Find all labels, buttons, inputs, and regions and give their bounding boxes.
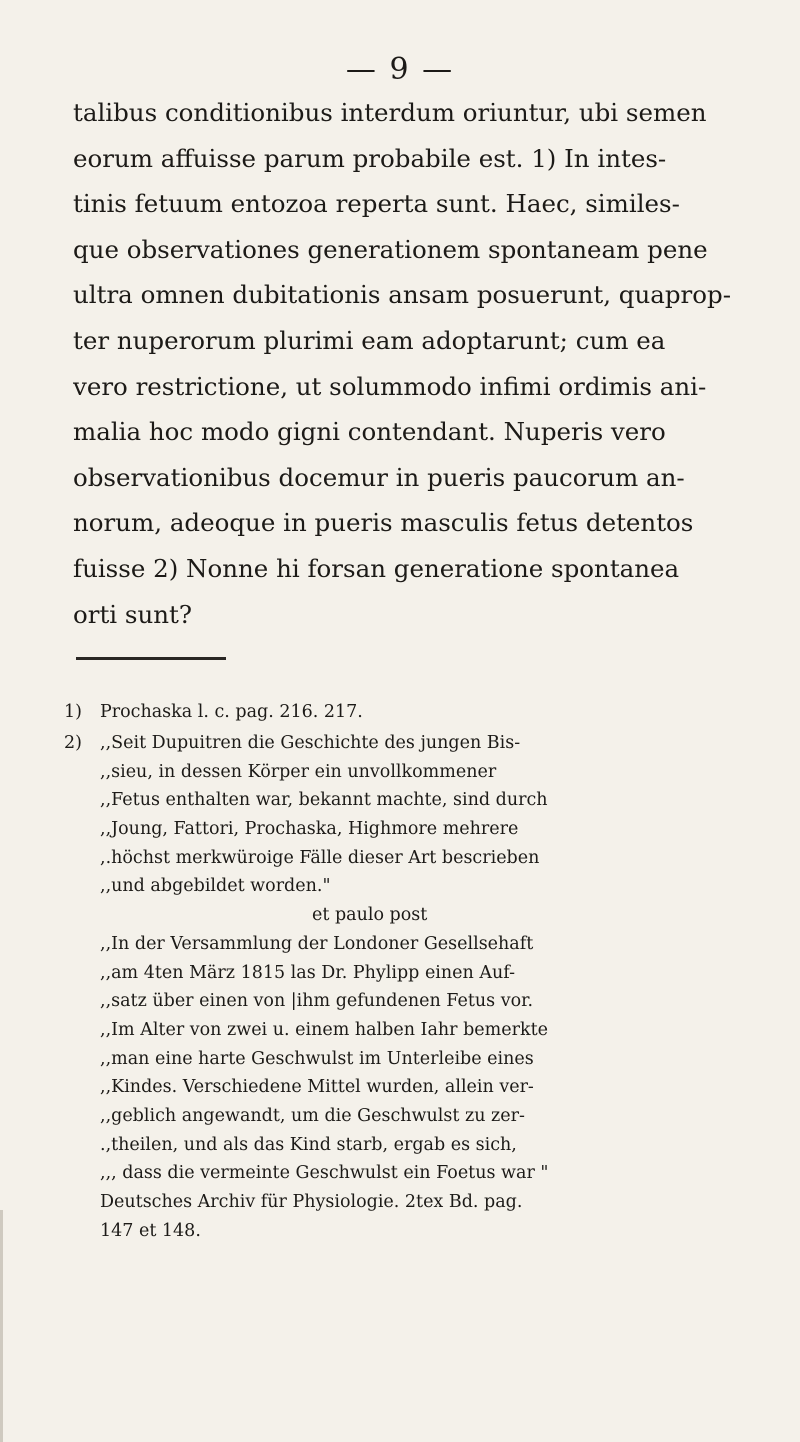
page-edge-shadow xyxy=(0,1210,3,1442)
footnote-line: ,,Kindes. Verschiedene Mittel wurden, allein ver- xyxy=(100,1077,534,1098)
footnote-line: ,,am 4ten März 1815 las Dr. Phylipp einen Auf- xyxy=(100,962,516,983)
footnote-citation: Deutsches Archiv für Physiologie. 2tex Bd. pag. xyxy=(100,1192,523,1212)
text-line: vero restrictione, ut solummodo infimi ordimis ani- xyxy=(73,371,707,401)
footnote-line: ,,, dass die vermeinte Geschwulst ein Foetus war " xyxy=(100,1163,549,1184)
footnote-1 xyxy=(64,698,784,727)
footnote-line: ,.höchst merkwüroige Fälle dieser Art bescrieben xyxy=(100,847,540,868)
text-line: que observationes generationem spontaneam pene xyxy=(73,234,708,264)
footnote-separator xyxy=(76,657,226,660)
footnote-line: ,,In der Versammlung der Londoner Gesellsehaft xyxy=(100,933,534,954)
text-line: observationibus docemur in pueris paucorum an- xyxy=(73,462,685,492)
main-text xyxy=(73,90,763,637)
text-line: tinis fetuum entozoa reperta sunt. Haec, similes- xyxy=(73,189,680,219)
footnote-2 xyxy=(64,729,784,1245)
text-line: ter nuperorum plurimi eam adoptarunt; cum ea xyxy=(73,325,666,355)
footnote-line: ,,Joung, Fattori, Prochaska, Highmore mehrere xyxy=(100,819,519,840)
footnote-line: ,,satz über einen von |ihm gefundenen Fetus vor. xyxy=(100,991,534,1012)
footnote-citation: 147 et 148. xyxy=(100,1220,201,1241)
footnote-line: ,,sieu, in dessen Körper ein unvollkommener xyxy=(100,761,497,782)
text-line: ultra omnen dubitationis ansam posuerunt, quaprop- xyxy=(73,280,731,310)
footnote-line: ,,Seit Dupuitren die Geschichte des jungen Bis- xyxy=(100,733,521,753)
text-line: talibus conditionibus interdum oriuntur, ubi semen xyxy=(73,98,707,127)
footnote-line: ,,geblich angewandt, um die Geschwulst zu zer- xyxy=(100,1105,525,1126)
page-number: — 9 — xyxy=(345,52,455,87)
footnote-line: ,,man eine harte Geschwulst im Unterleibe eines xyxy=(100,1048,534,1069)
text-line: norum, adeoque in pueris masculis fetus detentos xyxy=(73,508,694,538)
text-line: orti sunt? xyxy=(73,599,193,629)
text-line: eorum affuisse parum probabile est. 1) In intes- xyxy=(73,143,667,173)
footnote-line: ,,Fetus enthalten war, bekannt machte, sind durch xyxy=(100,790,548,811)
footnote-line: ,,und abgebildet worden." xyxy=(100,876,331,897)
footnote-marker: 2) xyxy=(64,733,82,753)
text-line: fuisse 2) Nonne hi forsan generatione spontanea xyxy=(73,553,680,583)
footnote-text: Prochaska l. c. pag. 216. 217. xyxy=(100,702,363,722)
footnote-line: ,,Im Alter von zwei u. einem halben Iahr bemerkte xyxy=(100,1019,548,1040)
footnote-connector: et paulo post xyxy=(312,905,428,926)
text-line: malia hoc modo gigni contendant. Nuperis vero xyxy=(73,417,666,447)
footnote-line: .,theilen, und als das Kind starb, ergab es sich, xyxy=(100,1134,517,1155)
footnote-marker: 1) xyxy=(64,702,82,722)
